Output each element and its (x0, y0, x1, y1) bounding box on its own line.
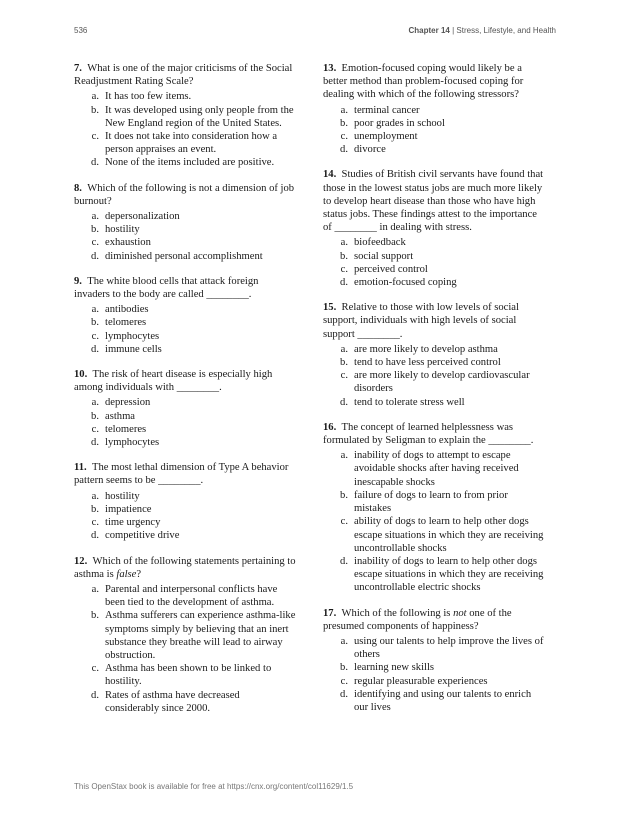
option-list (323, 449, 545, 594)
option-text: antibodies (105, 304, 149, 316)
page-number: 536 (74, 26, 88, 35)
question-number: 9. (74, 275, 82, 287)
option-letter: c. (91, 517, 99, 529)
option-letter: b. (340, 489, 348, 501)
option-letter: d. (340, 688, 348, 700)
option-letter: d. (91, 689, 99, 701)
option-letter: c. (91, 131, 99, 143)
option-letter: d. (91, 437, 99, 449)
option-text: unemployment (354, 131, 418, 143)
answer-option (74, 609, 296, 662)
page-footer: This OpenStax book is available for free at https://cnx.org/content/col11629/1.5 (74, 782, 354, 791)
question-number: 16. (323, 421, 337, 433)
option-text: exhaustion (105, 237, 151, 249)
chapter-separator: | (449, 26, 457, 35)
option-list (74, 90, 296, 169)
option-text: Parental and interpersonal conflicts have been tied to the development of asthma. (105, 583, 278, 609)
option-list (323, 104, 545, 157)
option-letter: d. (340, 277, 348, 289)
option-letter: a. (340, 343, 348, 355)
chapter-title: Stress, Lifestyle, and Health (456, 26, 556, 35)
answer-option (323, 276, 545, 289)
question-number: 7. (74, 63, 82, 74)
answer-option (323, 396, 545, 409)
option-letter: a. (91, 304, 99, 316)
option-text: It does not take into consideration how a person appraises an event. (105, 131, 278, 156)
answer-option (74, 223, 296, 236)
answer-option (323, 635, 545, 661)
option-text: hostility (105, 490, 140, 502)
question-item (323, 301, 545, 409)
option-text: poor grades in school (354, 117, 445, 129)
option-letter: d. (340, 555, 348, 567)
option-text: biofeedback (354, 237, 406, 249)
option-text: identifying and using our talents to enrich our lives (354, 688, 532, 713)
answer-option (74, 130, 296, 156)
option-text: lymphocytes (105, 437, 160, 449)
option-letter: d. (91, 343, 99, 355)
option-letter: c. (340, 370, 348, 382)
question-number: 13. (323, 63, 337, 74)
answer-option (74, 516, 296, 529)
option-letter: a. (91, 397, 99, 409)
answer-option (323, 143, 545, 156)
answer-option (74, 210, 296, 223)
answer-option (74, 583, 296, 609)
option-letter: b. (91, 503, 99, 515)
answer-option (323, 263, 545, 276)
option-text: terminal cancer (354, 104, 420, 116)
answer-option (74, 90, 296, 103)
option-letter: a. (91, 211, 99, 223)
option-letter: c. (91, 237, 99, 249)
answer-option (74, 503, 296, 516)
option-letter: c. (91, 663, 99, 675)
answer-option (74, 303, 296, 316)
question-stem (74, 182, 296, 208)
answer-option (74, 316, 296, 329)
option-letter: d. (91, 250, 99, 262)
option-text: perceived control (354, 263, 428, 275)
option-text: time urgency (105, 517, 161, 529)
question-emphasis: not (453, 607, 467, 619)
option-letter: a. (91, 91, 99, 103)
question-text: Studies of British civil servants have found that those in the lowest status jobs are much more likely to develop heart disease than those who have high status jobs. These findings attest to the importance of ________ in dealing with stress. (323, 169, 544, 234)
question-text: The risk of heart disease is especially high among individuals with ________. (74, 369, 273, 394)
answer-option (74, 689, 296, 715)
question-item (74, 62, 296, 170)
question-stem (74, 62, 296, 88)
answer-option (323, 369, 545, 395)
question-text-end: one of the presumed components of happiness? (323, 607, 512, 632)
option-text: Asthma sufferers can experience asthma-like symptoms simply by believing that an inert substance they breathe will lead to airway obstruction. (105, 610, 296, 661)
answer-option (323, 449, 545, 489)
option-letter: d. (340, 144, 348, 156)
option-text: are more likely to develop cardiovascular disorders (354, 370, 530, 395)
question-text: The concept of learned helplessness was formulated by Seligman to explain the ________. (323, 421, 534, 447)
option-text: None of the items included are positive. (105, 157, 275, 169)
answer-option (323, 117, 545, 130)
option-letter: b. (91, 610, 99, 622)
option-list (74, 303, 296, 356)
answer-option (323, 555, 545, 595)
option-list (323, 635, 545, 714)
answer-option (323, 356, 545, 369)
answer-option (74, 104, 296, 130)
question-number: 12. (74, 555, 88, 567)
option-text: emotion-focused coping (354, 277, 457, 289)
question-text: What is one of the major criticisms of the Social Readjustment Rating Scale? (74, 63, 293, 88)
option-text: regular pleasurable experiences (354, 675, 488, 687)
answer-option (74, 490, 296, 503)
option-text: tend to have less perceived control (354, 357, 501, 369)
question-text: Which of the following statements pertaining to asthma is (74, 555, 296, 580)
answer-option (323, 250, 545, 263)
question-stem (323, 607, 545, 633)
left-column (74, 62, 296, 727)
option-letter: c. (91, 423, 99, 435)
option-letter: c. (91, 330, 99, 342)
answer-option (74, 343, 296, 356)
question-number: 10. (74, 369, 88, 381)
option-letter: d. (91, 157, 99, 169)
answer-option (74, 529, 296, 542)
option-list (323, 236, 545, 289)
option-letter: d. (340, 396, 348, 408)
answer-option (74, 423, 296, 436)
question-stem (74, 368, 296, 394)
option-letter: a. (91, 583, 99, 595)
answer-option (323, 489, 545, 515)
option-text: using our talents to help improve the lives of others (354, 635, 544, 661)
option-letter: a. (340, 237, 348, 249)
option-text: are more likely to develop asthma (354, 343, 498, 355)
option-text: lymphocytes (105, 330, 160, 342)
answer-option (323, 661, 545, 674)
question-text: Emotion-focused coping would likely be a better method than problem-focused coping for dealing with which of the following stressors? (323, 63, 524, 101)
answer-option (74, 436, 296, 449)
option-text: divorce (354, 144, 386, 156)
option-letter: b. (91, 317, 99, 329)
answer-option (323, 515, 545, 555)
option-text: inability of dogs to learn to help other dogs escape situations in which they are receiving uncontrollable electric shocks (354, 555, 544, 594)
question-stem (323, 62, 545, 102)
question-number: 8. (74, 182, 82, 194)
chapter-label: Chapter 14 (408, 26, 450, 35)
question-item (74, 555, 296, 715)
option-text: immune cells (105, 343, 162, 355)
question-stem (74, 275, 296, 301)
option-letter: b. (340, 250, 348, 262)
option-text: competitive drive (105, 530, 180, 542)
question-number: 17. (323, 607, 337, 619)
question-stem (323, 168, 545, 234)
answer-option (323, 104, 545, 117)
option-letter: d. (91, 530, 99, 542)
question-text: The most lethal dimension of Type A behavior pattern seems to be ________. (74, 462, 289, 487)
answer-option (323, 688, 545, 714)
option-text: diminished personal accomplishment (105, 250, 263, 262)
question-item (74, 275, 296, 356)
option-text: tend to tolerate stress well (354, 396, 465, 408)
option-list (74, 210, 296, 263)
answer-option (323, 236, 545, 249)
option-text: impatience (105, 503, 152, 515)
option-text: hostility (105, 224, 140, 236)
option-letter: a. (340, 635, 348, 647)
option-text: social support (354, 250, 414, 262)
question-emphasis: false (116, 568, 137, 580)
question-text: Which of the following is not a dimension of job burnout? (74, 182, 295, 207)
option-letter: b. (340, 357, 348, 369)
question-item (74, 461, 296, 542)
right-column (323, 62, 545, 726)
option-letter: a. (91, 490, 99, 502)
question-item (323, 62, 545, 156)
answer-option (323, 130, 545, 143)
option-letter: b. (91, 410, 99, 422)
question-stem (74, 461, 296, 487)
option-text: It was developed using only people from the New England region of the United States. (105, 104, 294, 129)
option-list (74, 396, 296, 449)
option-letter: c. (340, 516, 348, 528)
option-text: Rates of asthma have decreased considerably since 2000. (105, 689, 240, 714)
option-letter: b. (340, 662, 348, 674)
option-text: telomeres (105, 317, 147, 329)
option-text: ability of dogs to learn to help other dogs escape situations in which they are receiving uncontrollable shocks (354, 516, 544, 554)
answer-option (74, 250, 296, 263)
question-item (74, 182, 296, 263)
answer-option (74, 330, 296, 343)
question-number: 14. (323, 169, 337, 181)
option-letter: c. (340, 675, 348, 687)
option-text: telomeres (105, 423, 147, 435)
option-text: failure of dogs to learn to from prior mistakes (354, 489, 508, 515)
option-letter: a. (340, 104, 348, 116)
question-stem (74, 555, 296, 581)
option-text: depression (105, 397, 151, 409)
question-number: 11. (74, 462, 87, 474)
option-text: It has too few items. (105, 91, 192, 103)
option-letter: a. (340, 450, 348, 462)
question-text: The white blood cells that attack foreign invaders to the body are called ________. (74, 275, 259, 301)
question-item (323, 421, 545, 595)
question-item (323, 607, 545, 715)
answer-option (74, 156, 296, 169)
option-letter: b. (91, 224, 99, 236)
option-text: depersonalization (105, 211, 180, 223)
option-text: Asthma has been shown to be linked to hostility. (105, 663, 272, 688)
question-text-end: ? (136, 568, 142, 580)
chapter-heading (409, 26, 557, 35)
option-letter: c. (340, 131, 348, 143)
question-text: Which of the following is (341, 607, 454, 619)
answer-option (74, 410, 296, 423)
option-text: inability of dogs to attempt to escape avoidable shocks after having received inescapable shocks (354, 450, 519, 488)
question-number: 15. (323, 302, 337, 314)
option-letter: c. (340, 263, 348, 275)
option-text: learning new skills (354, 662, 435, 674)
question-item (323, 168, 545, 289)
option-list (323, 343, 545, 409)
answer-option (74, 662, 296, 688)
option-text: asthma (105, 410, 136, 422)
option-list (74, 583, 296, 715)
question-stem (323, 301, 545, 341)
option-letter: b. (340, 117, 348, 129)
question-stem (323, 421, 545, 447)
answer-option (323, 675, 545, 688)
answer-option (323, 343, 545, 356)
option-list (74, 490, 296, 543)
answer-option (74, 396, 296, 409)
option-letter: b. (91, 104, 99, 116)
question-item (74, 368, 296, 449)
answer-option (74, 236, 296, 249)
question-text: Relative to those with low levels of social support, individuals with high levels of social support ________. (323, 302, 519, 340)
